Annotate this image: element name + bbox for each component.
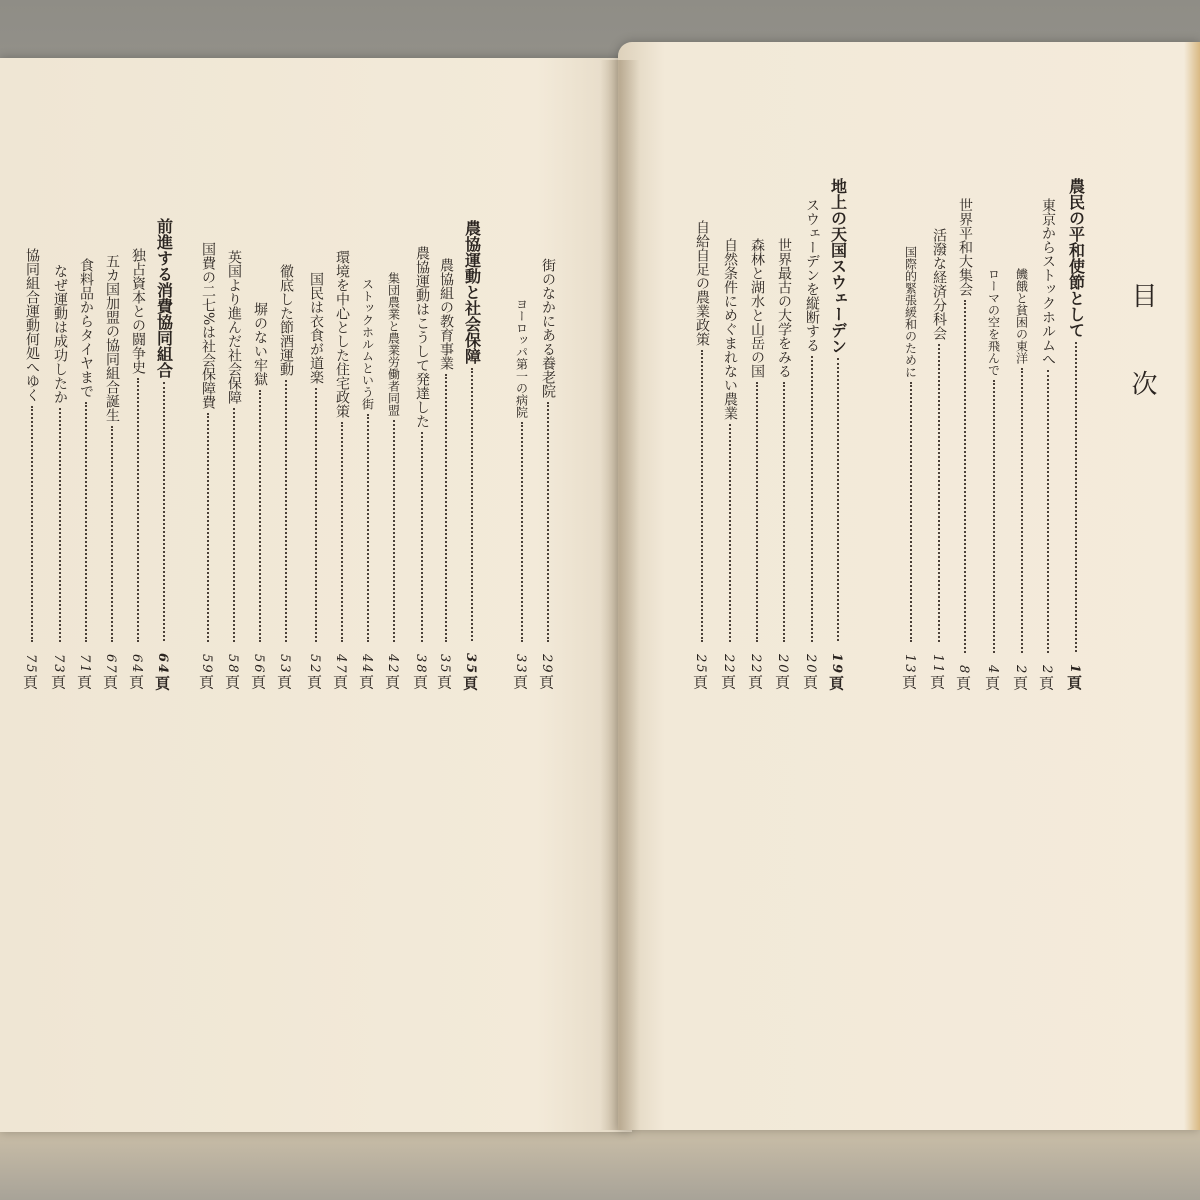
toc-entry-title: 国際的緊張緩和のために: [903, 246, 918, 378]
page-unit-label: 頁: [275, 675, 293, 690]
toc-page-number: [103, 654, 121, 690]
toc-page-number: [930, 654, 948, 690]
dotted-leader: [1021, 368, 1023, 653]
toc-entry: [536, 258, 560, 690]
page-unit-label: 頁: [101, 675, 119, 690]
toc-entry-title: なぜ運動は成功したか: [52, 264, 68, 404]
dotted-leader: [137, 378, 139, 642]
toc-page-number: [775, 654, 793, 690]
page-number-value: 8: [956, 664, 971, 675]
toc-page-number: [437, 654, 455, 690]
dotted-leader: [756, 382, 758, 642]
dotted-leader: [31, 406, 33, 642]
dotted-leader: [445, 374, 447, 642]
page-unit-label: 頁: [153, 675, 171, 690]
toc-page-number: [513, 654, 531, 690]
toc-entry-title: スウェーデンを縦断する: [804, 198, 820, 352]
page-number-value: 20: [775, 654, 790, 675]
toc-entry: [304, 272, 328, 690]
toc-entry-title: 独占資本との闘争史: [130, 248, 146, 374]
toc-entry-title: 饑餓と貧困の東洋: [1014, 268, 1029, 364]
toc-entry: [745, 238, 769, 690]
dotted-leader: [315, 388, 317, 642]
page-unit-label: 頁: [461, 675, 479, 690]
toc-entry: [460, 220, 484, 690]
page-unit-label: 頁: [305, 675, 323, 690]
dotted-leader: [163, 382, 165, 641]
toc-entry-title: 協同組合運動何処へゆく: [24, 248, 40, 402]
page-number-value: 4: [985, 664, 1000, 675]
page-number-value: 52: [307, 654, 322, 675]
toc-entry-title: 五カ国加盟の協同組合誕生: [104, 254, 120, 422]
dotted-leader: [783, 382, 785, 642]
toc-entry: [152, 218, 176, 690]
toc-page-number: [359, 654, 377, 690]
page-unit-label: 頁: [21, 675, 39, 690]
toc-entry-title: 自然条件にめぐまれない農業: [722, 238, 738, 420]
toc-entry: [410, 246, 434, 690]
dotted-leader: [811, 356, 813, 642]
toc-entry-title: 森林と湖水と山岳の国: [749, 238, 765, 378]
page-unit-label: 頁: [357, 675, 375, 690]
toc-entry: [48, 264, 72, 690]
dotted-leader: [471, 368, 473, 641]
toc-entry-title: 環境を中心とした住宅政策: [334, 250, 350, 418]
toc-entry: [953, 198, 977, 690]
dotted-leader: [285, 380, 287, 642]
page-number-value: 59: [199, 654, 214, 675]
dotted-leader: [393, 420, 395, 642]
page-number-value: 53: [277, 654, 292, 675]
page-number-value: 64: [155, 652, 170, 675]
toc-entry: [927, 228, 951, 690]
page-number-value: 75: [23, 654, 38, 675]
toc-entry: [248, 302, 272, 690]
toc-page-number: [1039, 665, 1057, 690]
dotted-leader: [421, 432, 423, 642]
toc-entry: [690, 220, 714, 690]
toc-page-number: [1013, 665, 1031, 690]
page-number-value: 67: [103, 654, 118, 675]
dotted-leader: [729, 424, 731, 642]
dotted-leader: [1047, 370, 1049, 653]
toc-page-number: [385, 654, 403, 690]
toc-entry-title: 徹底した節酒運動: [278, 264, 294, 376]
toc-entry: [718, 238, 742, 690]
page-unit-label: 頁: [197, 675, 215, 690]
toc-entry: [274, 264, 298, 690]
toc-page-number: [225, 654, 243, 690]
toc-page-number: [985, 665, 1003, 690]
page-number-value: 35: [437, 654, 452, 675]
page-unit-label: 頁: [1037, 675, 1055, 690]
toc-page-number: [155, 653, 173, 690]
page-number-value: 13: [902, 654, 917, 675]
toc-entry: [772, 238, 796, 690]
toc-entry-title: 国民は衣食が道楽: [308, 272, 324, 384]
toc-entry: [20, 248, 44, 690]
page-number-value: 1: [1067, 663, 1082, 675]
toc-entry-title: 前進する消費協同組合: [154, 218, 174, 378]
page-unit-label: 頁: [1011, 675, 1029, 690]
page-number-value: 19: [829, 652, 844, 675]
page-number-value: 44: [359, 654, 374, 675]
dotted-leader: [341, 422, 343, 642]
toc-entry-title: ヨーロッパ第一の病院: [514, 298, 529, 418]
page-number-value: 22: [748, 654, 763, 675]
toc-entry: [74, 258, 98, 690]
toc-page-number: [277, 654, 295, 690]
toc-entry-title: 世界最古の大学をみる: [776, 238, 792, 378]
toc-entry: [196, 242, 220, 690]
page-unit-label: 頁: [383, 675, 401, 690]
toc-page-number: [539, 654, 557, 690]
toc-entry: [382, 272, 406, 690]
page-unit-label: 頁: [1065, 675, 1083, 690]
toc-entry: [899, 246, 923, 690]
toc-page-number: [23, 654, 41, 690]
page-unit-label: 頁: [331, 675, 349, 690]
toc-entry: [1064, 178, 1088, 690]
page-unit-label: 頁: [801, 675, 819, 690]
page-unit-label: 頁: [928, 675, 946, 690]
toc-entry-title: 自給自足の農業政策: [694, 220, 710, 346]
toc-entry-title: 英国より進んだ社会保障: [226, 250, 242, 404]
toc-page-number: [129, 654, 147, 690]
dotted-leader: [59, 408, 61, 642]
page-unit-label: 頁: [746, 675, 764, 690]
toc-entry: [100, 254, 124, 690]
toc-entry-title: 塀のない牢獄: [252, 302, 268, 386]
dotted-leader: [910, 382, 912, 642]
page-unit-label: 頁: [691, 675, 709, 690]
dotted-leader: [993, 380, 995, 653]
toc-entry-title: 農民の平和使節として: [1066, 178, 1086, 338]
toc-page-number: [803, 654, 821, 690]
toc-page-number: [721, 654, 739, 690]
toc-entry-title: ローマの空を飛んで: [986, 268, 1001, 376]
page-number-value: 71: [77, 654, 92, 675]
page-unit-label: 頁: [773, 675, 791, 690]
dotted-leader: [1075, 342, 1077, 652]
toc-entry-title: 活潑な経済分科会: [931, 228, 947, 340]
dotted-leader: [233, 408, 235, 642]
toc-entry-title: 農協運動と社会保障: [462, 220, 482, 364]
dotted-leader: [701, 350, 703, 642]
page-number-value: 20: [803, 654, 818, 675]
dotted-leader: [521, 422, 523, 642]
dotted-leader: [964, 300, 966, 653]
dotted-leader: [85, 402, 87, 642]
book-gutter: [600, 60, 640, 1130]
toc-entry: [826, 178, 850, 690]
page-number-value: 22: [721, 654, 736, 675]
page-unit-label: 頁: [900, 675, 918, 690]
toc-page-number: [333, 654, 351, 690]
page-unit-label: 頁: [435, 675, 453, 690]
page-number-value: 29: [539, 654, 554, 675]
page-unit-label: 頁: [983, 675, 1001, 690]
page-unit-label: 頁: [511, 675, 529, 690]
page-unit-label: 頁: [954, 675, 972, 690]
toc-entry-title: 農協運動はこうして発達した: [414, 246, 430, 428]
dotted-leader: [207, 413, 209, 642]
page-number-value: 42: [385, 654, 400, 675]
page-number-value: 25: [693, 654, 708, 675]
toc-entry-title: 世界平和大集会: [957, 198, 973, 296]
toc-page-number: [199, 654, 217, 690]
toc-entry-title: 集団農業と農業労働者同盟: [386, 272, 401, 416]
toc-entry: [982, 268, 1006, 690]
page-unit-label: 頁: [537, 675, 555, 690]
toc-entry: [510, 298, 534, 690]
page-unit-label: 頁: [827, 675, 845, 690]
toc-entry: [330, 250, 354, 690]
page-number-value: 58: [225, 654, 240, 675]
page-unit-label: 頁: [75, 675, 93, 690]
page-unit-label: 頁: [49, 675, 67, 690]
toc-page-number: [463, 653, 481, 690]
toc-page-number: [307, 654, 325, 690]
toc-entry-title: 食料品からタイヤまで: [78, 258, 94, 398]
toc-page-number: [693, 654, 711, 690]
page-unit-label: 頁: [223, 675, 241, 690]
toc-entry-title: 街のなかにある養老院: [540, 258, 556, 398]
toc-entry: [1036, 198, 1060, 690]
toc-entry-title: 東京からストックホルムへ: [1040, 198, 1056, 366]
page-number-value: 64: [129, 654, 144, 675]
dotted-leader: [938, 344, 940, 642]
toc-entry-title: 地上の天国スウェーデン: [828, 178, 848, 354]
dotted-leader: [547, 402, 549, 642]
page-number-value: 56: [251, 654, 266, 675]
toc-entry: [126, 248, 150, 690]
toc-heading: 目次: [1127, 282, 1157, 458]
toc-page-number: [413, 654, 431, 690]
toc-entry: [222, 250, 246, 690]
toc-page-number: [251, 654, 269, 690]
toc-page-number: [829, 653, 847, 690]
page-number-value: 33: [513, 654, 528, 675]
toc-page-number: [1067, 664, 1085, 690]
toc-entry: [800, 198, 824, 690]
page-number-value: 2: [1039, 664, 1054, 675]
toc-page-number: [902, 654, 920, 690]
page-unit-label: 頁: [249, 675, 267, 690]
page-number-value: 38: [413, 654, 428, 675]
page-unit-label: 頁: [719, 675, 737, 690]
toc-entry-title: 農協組の教育事業: [438, 258, 454, 370]
page-number-value: 2: [1013, 664, 1028, 675]
dotted-leader: [111, 426, 113, 642]
toc-page-number: [748, 654, 766, 690]
toc-entry-title: ストックホルムという街: [360, 278, 375, 410]
toc-entry: [1010, 268, 1034, 690]
page-number-value: 35: [463, 652, 478, 675]
toc-page-number: [51, 654, 69, 690]
toc-entry: [356, 278, 380, 690]
page-number-value: 73: [51, 654, 66, 675]
dotted-leader: [837, 358, 839, 641]
toc-page-number: [956, 665, 974, 690]
toc-entry-title: 国費の二七%は社会保障費: [200, 242, 216, 410]
dotted-leader: [259, 390, 261, 642]
dotted-leader: [367, 414, 369, 642]
toc-page-number: [77, 654, 95, 690]
page-unit-label: 頁: [127, 675, 145, 690]
page-unit-label: 頁: [411, 675, 429, 690]
toc-entry: [434, 258, 458, 690]
page-number-value: 47: [333, 654, 348, 675]
page-number-value: 11: [930, 654, 945, 675]
